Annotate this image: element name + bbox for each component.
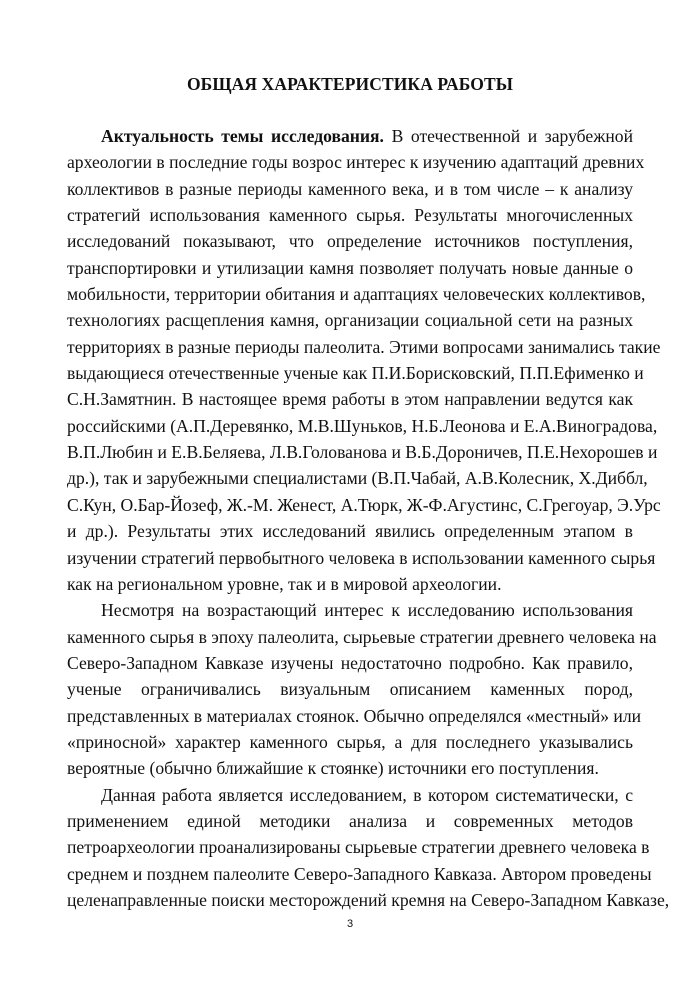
text-line: петроархеологии проанализированы сырьевые стратегии древнего человека в (67, 837, 650, 858)
text-line: стратегий использования каменного сырья. Результаты многочисленных (67, 205, 633, 226)
text-line: среднем и позднем палеолите Северо-Западного Кавказа. Автором проведены (67, 863, 652, 884)
text-line: С.Кун, О.Бар-Йозеф, Ж.-М. Женест, А.Тюрк, Ж-Ф.Агустинс, С.Грегоуар, Э.Урс (67, 494, 661, 515)
text-line: С.Н.Замятнин. В настоящее время работы в этом направлении ведутся как (67, 389, 633, 410)
text-line: ученые ограничивались визуальным описанием каменных пород, (67, 679, 633, 700)
text-line: Актуальность темы исследования. В отечественной и зарубежной (101, 126, 633, 146)
section-title: ОБЩАЯ ХАРАКТЕРИСТИКА РАБОТЫ (186, 74, 514, 94)
text-line: и др.). Результаты этих исследований явились определенным этапом в (67, 521, 633, 542)
text-line: Несмотря на возрастающий интерес к исследованию использования (101, 600, 633, 621)
text-line: Северо-Западном Кавказе изучены недостаточно подробно. Как правило, (67, 652, 633, 673)
text-line: «приносной» характер каменного сырья, а для последнего указывались (67, 731, 633, 752)
text-line: представленных в материалах стоянок. Обычно определялся «местный» или (67, 705, 642, 726)
text-line: каменного сырья в эпоху палеолита, сырьевые стратегии древнего человека на (67, 626, 657, 647)
text-line: как на региональном уровне, так и в мировой археологии. (67, 573, 502, 594)
text-line: археологии в последние годы возрос интерес к изучению адаптаций древних (67, 152, 645, 173)
text-line: В.П.Любин и Е.В.Беляева, Л.В.Голованова и В.Б.Дороничев, П.Е.Нехорошев и (67, 442, 658, 463)
text-line: Данная работа является исследованием, в котором систематически, с (101, 784, 633, 805)
text-line: технологиях расщепления камня, организации социальной сети на разных (67, 310, 633, 331)
text-line: мобильности, территории обитания и адаптациях человеческих коллективов, (67, 284, 646, 305)
paragraph-work-description (67, 782, 670, 914)
text-line: территориях в разные периоды палеолита. Этими вопросами занимались такие (67, 336, 661, 357)
text-line: выдающиеся отечественные ученые как П.И.Борисковский, П.П.Ефименко и (67, 363, 644, 384)
text-line: целенаправленные поиски месторождений кремня на Северо-Западном Кавказе, (67, 889, 670, 910)
paragraph-research-gap (67, 597, 657, 781)
text-line: вероятные (обычно ближайшие к стоянке) источники его поступления. (67, 758, 599, 779)
text-line: транспортировки и утилизации камня позволяет получать новые данные о (67, 257, 633, 278)
page-number: 3 (346, 918, 354, 930)
paragraph-relevance (67, 123, 661, 597)
text-line: исследований показывают, что определение источников поступления, (67, 231, 633, 252)
text-line: изучении стратегий первобытного человека в использовании каменного сырья (67, 547, 656, 568)
text-line: коллективов в разные периоды каменного века, и в том числе – к анализу (67, 178, 633, 199)
paragraph-lead: Актуальность темы исследования. (101, 126, 384, 146)
text-line: применением единой методики анализа и современных методов (67, 810, 633, 831)
text-line: др.), так и зарубежными специалистами (В.П.Чабай, А.В.Колесник, Х.Диббл, (67, 468, 648, 489)
text-line: российскими (А.П.Деревянко, М.В.Шуньков, Н.Б.Леонова и Е.А.Виноградова, (67, 415, 658, 436)
document-body (67, 123, 670, 913)
